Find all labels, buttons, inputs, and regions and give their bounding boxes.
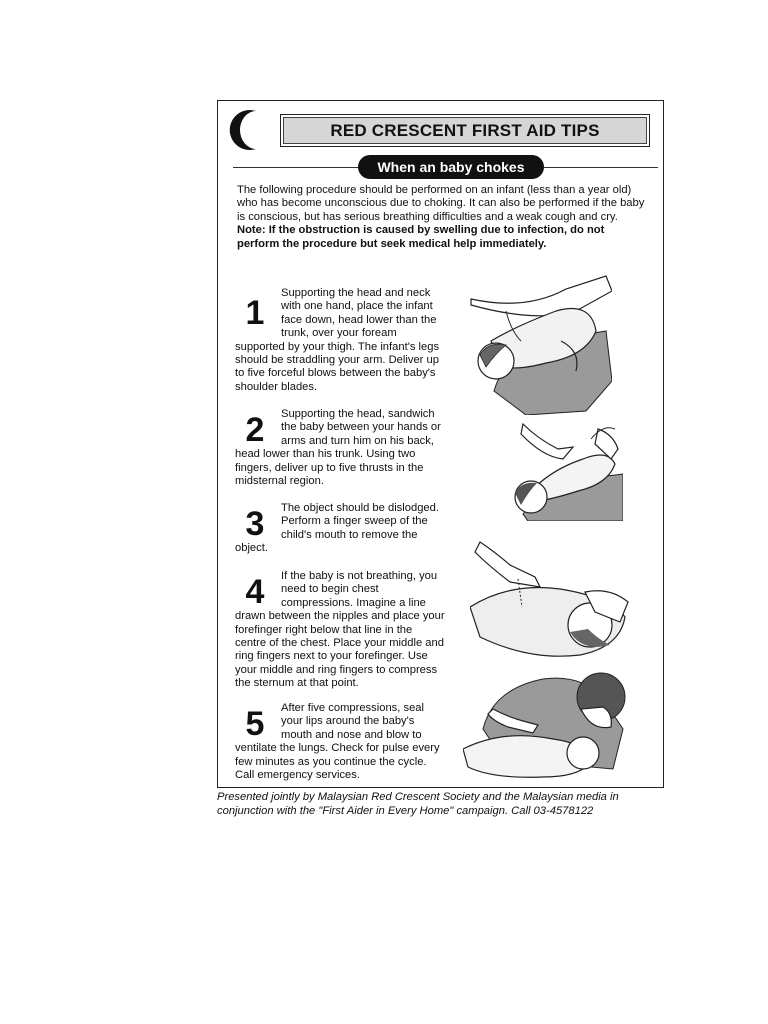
back-blows-illustration: [466, 271, 612, 415]
title-frame: [280, 114, 650, 147]
intro-note: Note: If the obstruction is caused by swelling due to infection, do not perform the procedure but seek medical help immediately.: [237, 224, 605, 250]
first-aid-card: [217, 100, 664, 788]
step-3: [235, 502, 446, 556]
step-number: 4: [245, 573, 265, 611]
step-4: [235, 570, 446, 691]
step-text: Supporting the head and neck with one hand, place the infant face down, head lower than the trunk, over your foream supported by your thigh. The infant's legs should be straddling your arm. Deliver up to five forceful blows between the baby's shoulder blades.: [235, 287, 440, 393]
chest-compression-illustration: [470, 537, 630, 661]
step-number: 2: [245, 411, 265, 449]
intro-text: The following procedure should be performed on an infant (less than a year old) who has become unconscious due to choking. It can also be performed if the baby is conscious, but has serious breathing difficulties and a weak cough and cry.: [237, 184, 645, 223]
step-text: Supporting the head, sandwich the baby between your hands or arms and turn him on his back, head lower than his trunk. Using two fingers, deliver up to five thrusts in the midsternal region.: [235, 408, 441, 488]
rescue-breathing-illustration: [463, 669, 628, 781]
step-text: After five compressions, seal your lips around the baby's mouth and nose and blow to ventilate the lungs. Check for pulse every few minutes as you continue the cycle. Call emergency services.: [235, 702, 440, 782]
step-text: The object should be dislodged. Perform a finger sweep of the child's mouth to remove the object.: [235, 502, 439, 555]
step-5: [235, 702, 446, 782]
step-number: 5: [245, 705, 265, 743]
step-text: If the baby is not breathing, you need to begin chest compressions. Imagine a line drawn between the nipples and place your forefinger right below that line in the centre of the chest. Place your middle and ring fingers next to your forefinger. Use your middle and ring fingers to compress the sternum at that point.: [235, 570, 445, 690]
step-number: 3: [245, 505, 265, 543]
intro-paragraph: [237, 184, 647, 251]
page-title: RED CRESCENT FIRST AID TIPS: [283, 117, 647, 144]
step-1: [235, 287, 446, 394]
section-subtitle: When an baby chokes: [358, 155, 544, 179]
footer-credits: Presented jointly by Malaysian Red Crescent Society and the Malaysian media in conjunction with the "First Aider in Every Home" campaign. Call 03-4578122: [217, 791, 619, 817]
step-2: [235, 408, 446, 488]
chest-thrusts-illustration: [503, 419, 623, 521]
step-number: 1: [245, 294, 265, 332]
red-crescent-logo-icon: [226, 107, 272, 153]
